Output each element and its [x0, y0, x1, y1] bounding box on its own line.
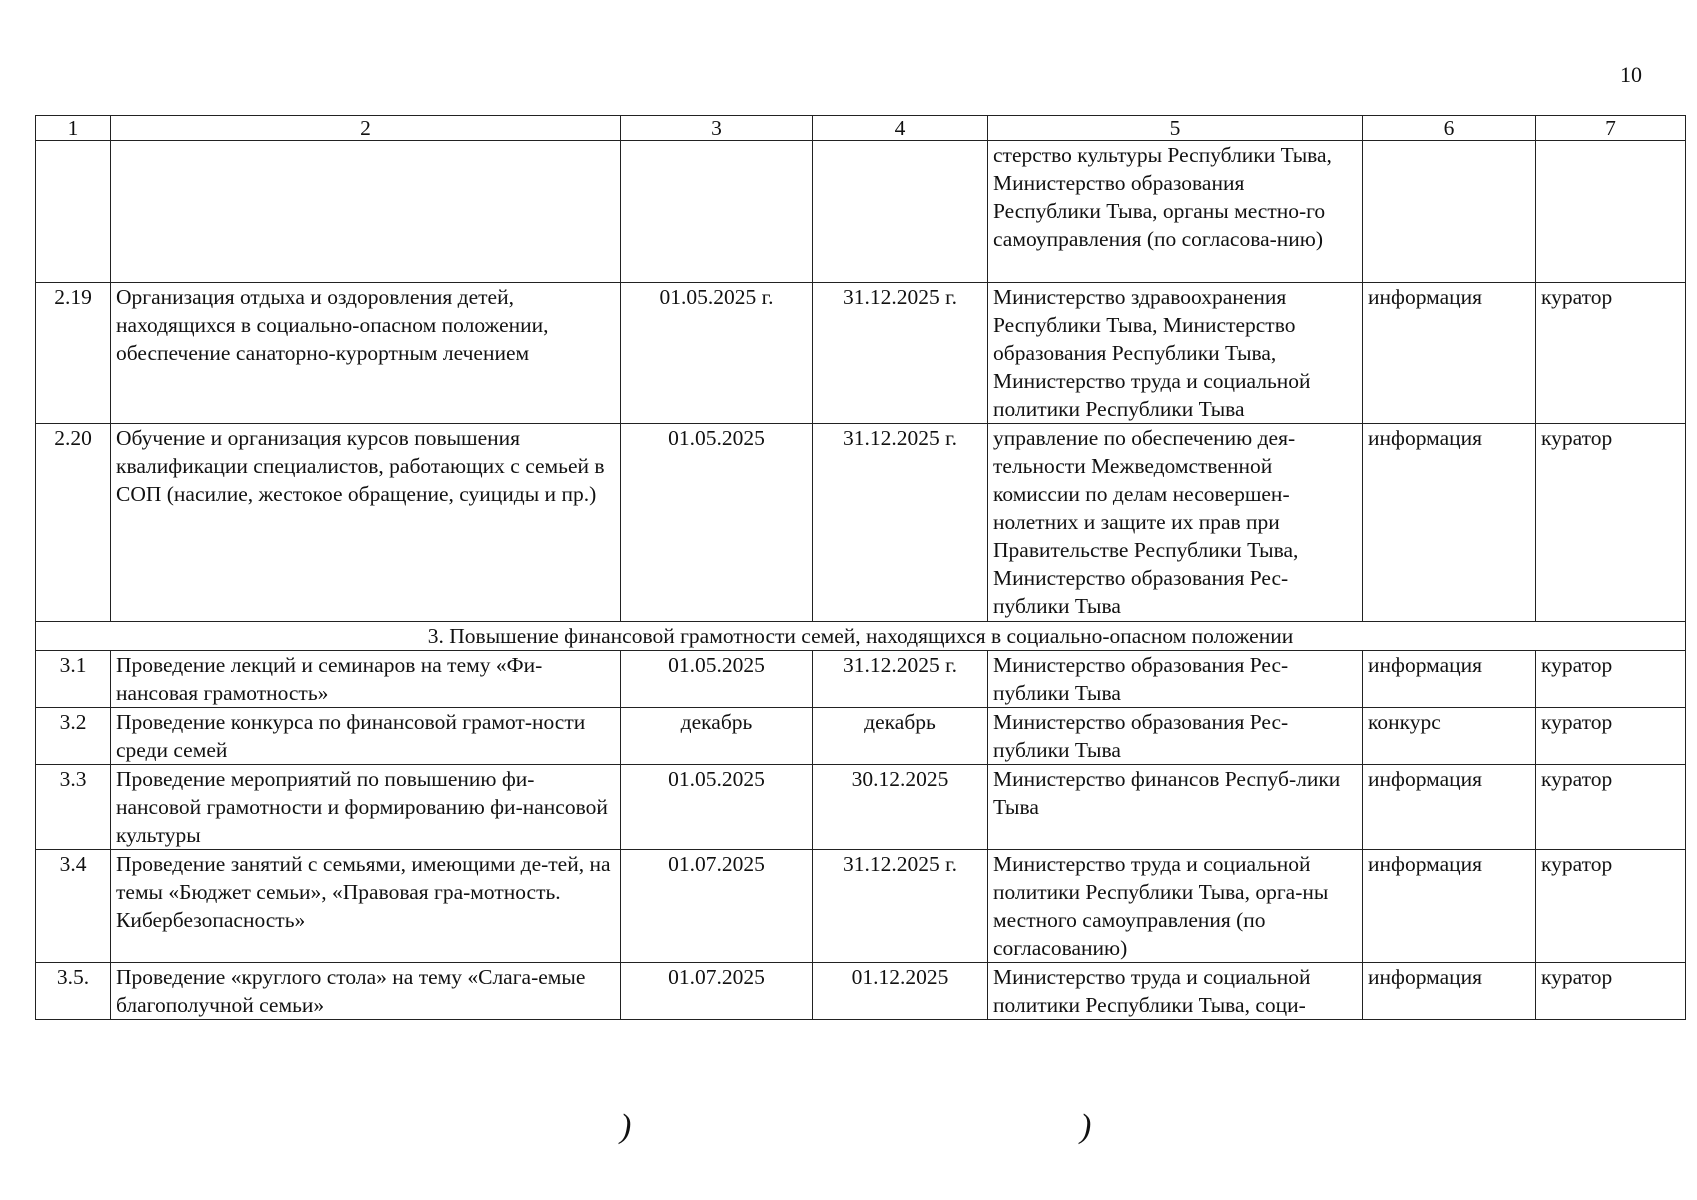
- activity-name: Проведение занятий с семьями, имеющими де-тей, на темы «Бюджет семьи», «Правовая гра-мотность. Кибербезопасность»: [111, 850, 621, 963]
- responsible-executor: управление по обеспечению дея-тельности Межведомственной комиссии по делам несовершен-нолетних и защите их прав при Правительстве Республики Тыва, Министерство образования Рес-публики Тыва: [988, 424, 1363, 622]
- row-number: [36, 141, 111, 283]
- activity-name: [111, 141, 621, 283]
- column-number: 7: [1536, 116, 1686, 141]
- result-form: информация: [1363, 850, 1536, 963]
- control-role: куратор: [1536, 850, 1686, 963]
- start-date: 01.07.2025: [621, 963, 813, 1020]
- responsible-executor: Министерство труда и социальной политики Республики Тыва, орга-ны местного самоуправления (по согласованию): [988, 850, 1363, 963]
- column-number: 2: [111, 116, 621, 141]
- column-number: 5: [988, 116, 1363, 141]
- control-role: [1536, 141, 1686, 283]
- row-number: 3.2: [36, 708, 111, 765]
- start-date: 01.05.2025 г.: [621, 283, 813, 424]
- responsible-executor: Министерство труда и социальной политики Республики Тыва, соци-: [988, 963, 1363, 1020]
- start-date: 01.05.2025: [621, 424, 813, 622]
- column-number: 6: [1363, 116, 1536, 141]
- section-title: 3. Повышение финансовой грамотности семей, находящихся в социально-опасном положении: [36, 622, 1686, 651]
- column-number: 1: [36, 116, 111, 141]
- column-number-row: [36, 116, 1686, 141]
- control-role: куратор: [1536, 283, 1686, 424]
- scan-mark: ): [1080, 1108, 1092, 1145]
- result-form: конкурс: [1363, 708, 1536, 765]
- responsible-executor: стерство культуры Республики Тыва, Министерство образования Республики Тыва, органы местно-го самоуправления (по согласова-нию): [988, 141, 1363, 283]
- end-date: 31.12.2025 г.: [813, 850, 988, 963]
- row-number: 3.5.: [36, 963, 111, 1020]
- activity-name: Организация отдыха и оздоровления детей, находящихся в социально-опасном положении, обеспечение санаторно-курортным лечением: [111, 283, 621, 424]
- section-row: [36, 622, 1686, 651]
- start-date: [621, 141, 813, 283]
- activity-name: Обучение и организация курсов повышения квалификации специалистов, работающих с семьей в СОП (насилие, жестокое обращение, суициды и пр.): [111, 424, 621, 622]
- activity-name: Проведение «круглого стола» на тему «Слага-емые благополучной семьи»: [111, 963, 621, 1020]
- end-date: 31.12.2025 г.: [813, 651, 988, 708]
- row-number: 3.3: [36, 765, 111, 850]
- control-role: куратор: [1536, 651, 1686, 708]
- start-date: 01.07.2025: [621, 850, 813, 963]
- activity-name: Проведение конкурса по финансовой грамот-ности среди семей: [111, 708, 621, 765]
- responsible-executor: Министерство образования Рес-публики Тыва: [988, 651, 1363, 708]
- column-number: 4: [813, 116, 988, 141]
- table-row: [36, 283, 1686, 424]
- table-row: [36, 765, 1686, 850]
- table-row: [36, 141, 1686, 283]
- result-form: информация: [1363, 963, 1536, 1020]
- table-row: [36, 424, 1686, 622]
- responsible-executor: Министерство финансов Респуб-лики Тыва: [988, 765, 1363, 850]
- column-number: 3: [621, 116, 813, 141]
- row-number: 2.20: [36, 424, 111, 622]
- start-date: 01.05.2025: [621, 651, 813, 708]
- table-row: [36, 651, 1686, 708]
- end-date: декабрь: [813, 708, 988, 765]
- activity-plan-table: [35, 115, 1686, 1020]
- control-role: куратор: [1536, 424, 1686, 622]
- responsible-executor: Министерство образования Рес-публики Тыва: [988, 708, 1363, 765]
- control-role: куратор: [1536, 765, 1686, 850]
- start-date: 01.05.2025: [621, 765, 813, 850]
- page-number: 10: [1620, 62, 1642, 87]
- end-date: 31.12.2025 г.: [813, 283, 988, 424]
- end-date: 30.12.2025: [813, 765, 988, 850]
- result-form: [1363, 141, 1536, 283]
- activity-name: Проведение лекций и семинаров на тему «Фи-нансовая грамотность»: [111, 651, 621, 708]
- control-role: куратор: [1536, 708, 1686, 765]
- scan-mark: ): [620, 1108, 632, 1145]
- result-form: информация: [1363, 651, 1536, 708]
- end-date: 31.12.2025 г.: [813, 424, 988, 622]
- start-date: декабрь: [621, 708, 813, 765]
- row-number: 3.1: [36, 651, 111, 708]
- end-date: [813, 141, 988, 283]
- table-row: [36, 963, 1686, 1020]
- responsible-executor: Министерство здравоохранения Республики Тыва, Министерство образования Республики Тыва, Министерство труда и социальной политики Республики Тыва: [988, 283, 1363, 424]
- result-form: информация: [1363, 765, 1536, 850]
- row-number: 2.19: [36, 283, 111, 424]
- row-number: 3.4: [36, 850, 111, 963]
- end-date: 01.12.2025: [813, 963, 988, 1020]
- result-form: информация: [1363, 283, 1536, 424]
- table-row: [36, 708, 1686, 765]
- activity-name: Проведение мероприятий по повышению фи-нансовой грамотности и формированию фи-нансовой культуры: [111, 765, 621, 850]
- result-form: информация: [1363, 424, 1536, 622]
- control-role: куратор: [1536, 963, 1686, 1020]
- table-body: [36, 116, 1686, 1020]
- table-row: [36, 850, 1686, 963]
